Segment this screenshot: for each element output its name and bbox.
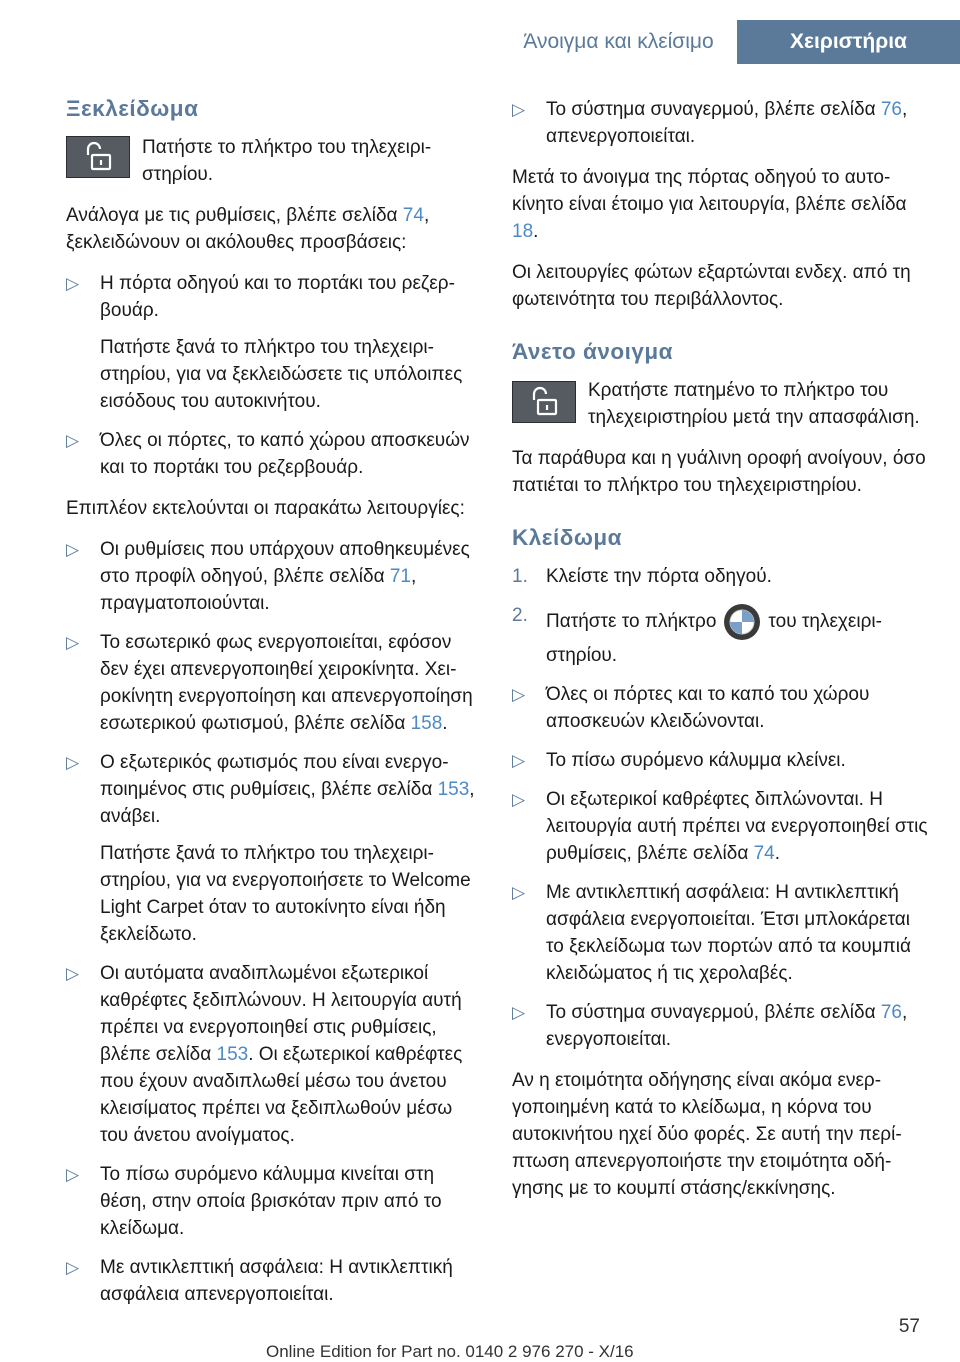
paragraph-functions: Επιπλέον εκτελούνται οι παρακάτω λειτουργίες: bbox=[66, 498, 465, 519]
list-item: ▷ Η πόρτα οδηγού και το πορτάκι του ρεζερβουάρ. Πατήστε ξανά το πλήκτρο του τηλεχειριστηρίου, για να ξεκλειδώσετε τις υπόλοιπες εισόδους του αυτοκινήτου. bbox=[66, 270, 478, 415]
page-link[interactable]: 158 bbox=[410, 713, 443, 734]
list-item: ▷ Όλες οι πόρτες, το καπό χώρου αποσκευών και το πορτάκι του ρεζερβουάρ. bbox=[66, 427, 478, 481]
triangle-bullet-icon: ▷ bbox=[512, 883, 526, 902]
list-item: ▷ Το πίσω συρόμενο κάλυμμα κινείται στη θέση, στην οποία βρισκόταν πριν από το κλείδωμα. bbox=[66, 1161, 478, 1242]
page-header bbox=[0, 0, 960, 64]
heading-comfort-opening: Άνετο άνοιγμα bbox=[512, 339, 673, 364]
list-item: ▷ Οι αυτόματα αναδιπλωμένοι εξωτερικοί καθρέφτες ξεδιπλώνουν. Η λειτουργία αυτή πρέπει να ενεργοποιηθεί στις ρυθμίσεις, βλέπε σελίδα 153. Οι εξωτερικοί καθρέφτες που έχουν αναδιπλωθεί μέσω του άνετου κλεισίματος πρέπει να ξεδιπλωθούν μέσω του άνετου ανοίγματος. bbox=[66, 960, 478, 1149]
triangle-bullet-icon: ▷ bbox=[66, 633, 80, 652]
list-item: ▷ Οι εξωτερικοί καθρέφτες διπλώνονται. Η λειτουργία αυτή πρέπει να ενεργοποιηθεί στις ρυθμίσεις, βλέπε σελίδα 74. bbox=[512, 786, 932, 867]
left-column bbox=[66, 96, 478, 1322]
triangle-bullet-icon: ▷ bbox=[512, 790, 526, 809]
list-item: 2. Πατήστε το πλήκτρο του τηλεχειριστηρίου. bbox=[512, 602, 932, 669]
triangle-bullet-icon: ▷ bbox=[66, 431, 80, 450]
list-item: ▷ Με αντικλεπτική ασφάλεια: Η αντικλεπτική ασφάλεια ενεργοποιείται. Έτσι μπλοκάρεται το ξεκλείδωμα των πορτών από τα κουμπιά κλειδώματος ή τις χερολαβές. bbox=[512, 879, 932, 987]
comfort-instruction bbox=[512, 377, 932, 431]
paragraph-lights: Οι λειτουργίες φώτων εξαρτώνται ενδεχ. από τη φωτεινότητα του περιβάλλοντος. bbox=[512, 262, 911, 310]
comfort-instruction-text: Κρατήστε πατημένο το πλήκτρο του τηλεχειριστηρίου μετά την απασφάλιση. bbox=[588, 380, 920, 428]
footer-edition: Online Edition for Part no. 0140 2 976 270 - X/16 bbox=[266, 1342, 634, 1361]
page-number: 57 bbox=[898, 1316, 920, 1337]
unlock-key-icon bbox=[512, 381, 576, 423]
page-link[interactable]: 153 bbox=[437, 779, 470, 800]
list-item: ▷ Με αντικλεπτική ασφάλεια: Η αντικλεπτική ασφάλεια απενεργοποιείται. bbox=[66, 1254, 478, 1308]
unlock-functions-list bbox=[66, 536, 478, 1308]
lock-steps bbox=[512, 563, 932, 669]
bmw-logo-key-icon bbox=[722, 602, 762, 642]
page-link[interactable]: 71 bbox=[389, 566, 411, 587]
page-footer bbox=[0, 1342, 960, 1362]
triangle-bullet-icon: ▷ bbox=[512, 751, 526, 770]
list-item: ▷ Το πίσω συρόμενο κάλυμμα κλείνει. bbox=[512, 747, 932, 774]
paragraph-settings: Ανάλογα με τις ρυθμίσεις, βλέπε σελίδα 74, ξεκλειδώνουν οι ακόλουθες προσβάσεις: bbox=[66, 205, 430, 253]
paragraph-ready: Μετά το άνοιγμα της πόρτας οδηγού το αυτοκίνητο είναι έτοιμο για λειτουργία, βλέπε σελίδα 18. bbox=[512, 167, 907, 242]
page-link[interactable]: 74 bbox=[753, 843, 775, 864]
paragraph-windows: Τα παράθυρα και η γυάλινη οροφή ανοίγουν, όσο πατιέται το πλήκτρο του τηλεχειριστηρίου. bbox=[512, 448, 926, 496]
header-section-title: Άνοιγμα και κλείσιμο bbox=[523, 30, 714, 53]
heading-lock: Κλείδωμα bbox=[512, 525, 622, 550]
triangle-bullet-icon: ▷ bbox=[66, 1258, 80, 1277]
unlock-functions-list-cont bbox=[512, 96, 932, 150]
list-item: ▷ Οι ρυθμίσεις που υπάρχουν αποθηκευμένες στο προφίλ οδηγού, βλέπε σελίδα 71, πραγματοποιούνται. bbox=[66, 536, 478, 617]
triangle-bullet-icon: ▷ bbox=[66, 964, 80, 983]
page-link[interactable]: 76 bbox=[880, 1002, 902, 1023]
right-column bbox=[512, 96, 932, 1216]
header-chapter-tab: Χειριστήρια bbox=[737, 20, 960, 64]
unlock-instruction bbox=[66, 134, 478, 188]
unlock-access-list bbox=[66, 270, 478, 481]
list-item: ▷ Το σύστημα συναγερμού, βλέπε σελίδα 76, ενεργοποιείται. bbox=[512, 999, 932, 1053]
list-item: ▷ Το σύστημα συναγερμού, βλέπε σελίδα 76, απενεργοποιείται. bbox=[512, 96, 932, 150]
triangle-bullet-icon: ▷ bbox=[512, 100, 526, 119]
triangle-bullet-icon: ▷ bbox=[66, 1165, 80, 1184]
page-link[interactable]: 76 bbox=[880, 99, 902, 120]
unlock-key-icon bbox=[66, 136, 130, 178]
triangle-bullet-icon: ▷ bbox=[512, 685, 526, 704]
list-item: 1. Κλείστε την πόρτα οδηγού. bbox=[512, 566, 772, 587]
page-link[interactable]: 153 bbox=[216, 1044, 249, 1065]
list-item: ▷ Το εσωτερικό φως ενεργοποιείται, εφόσον δεν έχει απενεργοποιηθεί χειροκίνητα. Χειροκίνητη ενεργοποίηση και απενεργοποίηση εσωτερικού φωτισμού, βλέπε σελίδα 158. bbox=[66, 629, 478, 737]
triangle-bullet-icon: ▷ bbox=[66, 274, 80, 293]
paragraph-horn: Αν η ετοιμότητα οδήγησης είναι ακόμα ενεργοποιημένη κατά το κλείδωμα, η κόρνα του αυτοκινήτου ηχεί δύο φορές. Σε αυτή την περίπτωση απενεργοποιήστε την ετοιμότητα οδήγησης με το κουμπί στάσης/εκκίνησης. bbox=[512, 1070, 902, 1199]
unlock-instruction-text: Πατήστε το πλήκτρο του τηλεχειριστηρίου. bbox=[142, 137, 432, 185]
page-link[interactable]: 18 bbox=[512, 221, 534, 242]
triangle-bullet-icon: ▷ bbox=[512, 1003, 526, 1022]
list-item: ▷ Ο εξωτερικός φωτισμός που είναι ενεργοποιημένος στις ρυθμίσεις, βλέπε σελίδα 153, ανάβει. Πατήστε ξανά το πλήκτρο του τηλεχειριστηρίου, για να ενεργοποιήσετε το Welcome Light Carpet όταν το αυτοκίνητο είναι ήδη ξεκλείδωτο. bbox=[66, 749, 478, 948]
heading-unlock: Ξεκλείδωμα bbox=[66, 96, 199, 121]
lock-effects-list bbox=[512, 681, 932, 1053]
triangle-bullet-icon: ▷ bbox=[66, 540, 80, 559]
triangle-bullet-icon: ▷ bbox=[66, 753, 80, 772]
page-link[interactable]: 74 bbox=[402, 205, 424, 226]
list-item: ▷ Όλες οι πόρτες και το καπό του χώρου αποσκευών κλειδώνονται. bbox=[512, 681, 932, 735]
